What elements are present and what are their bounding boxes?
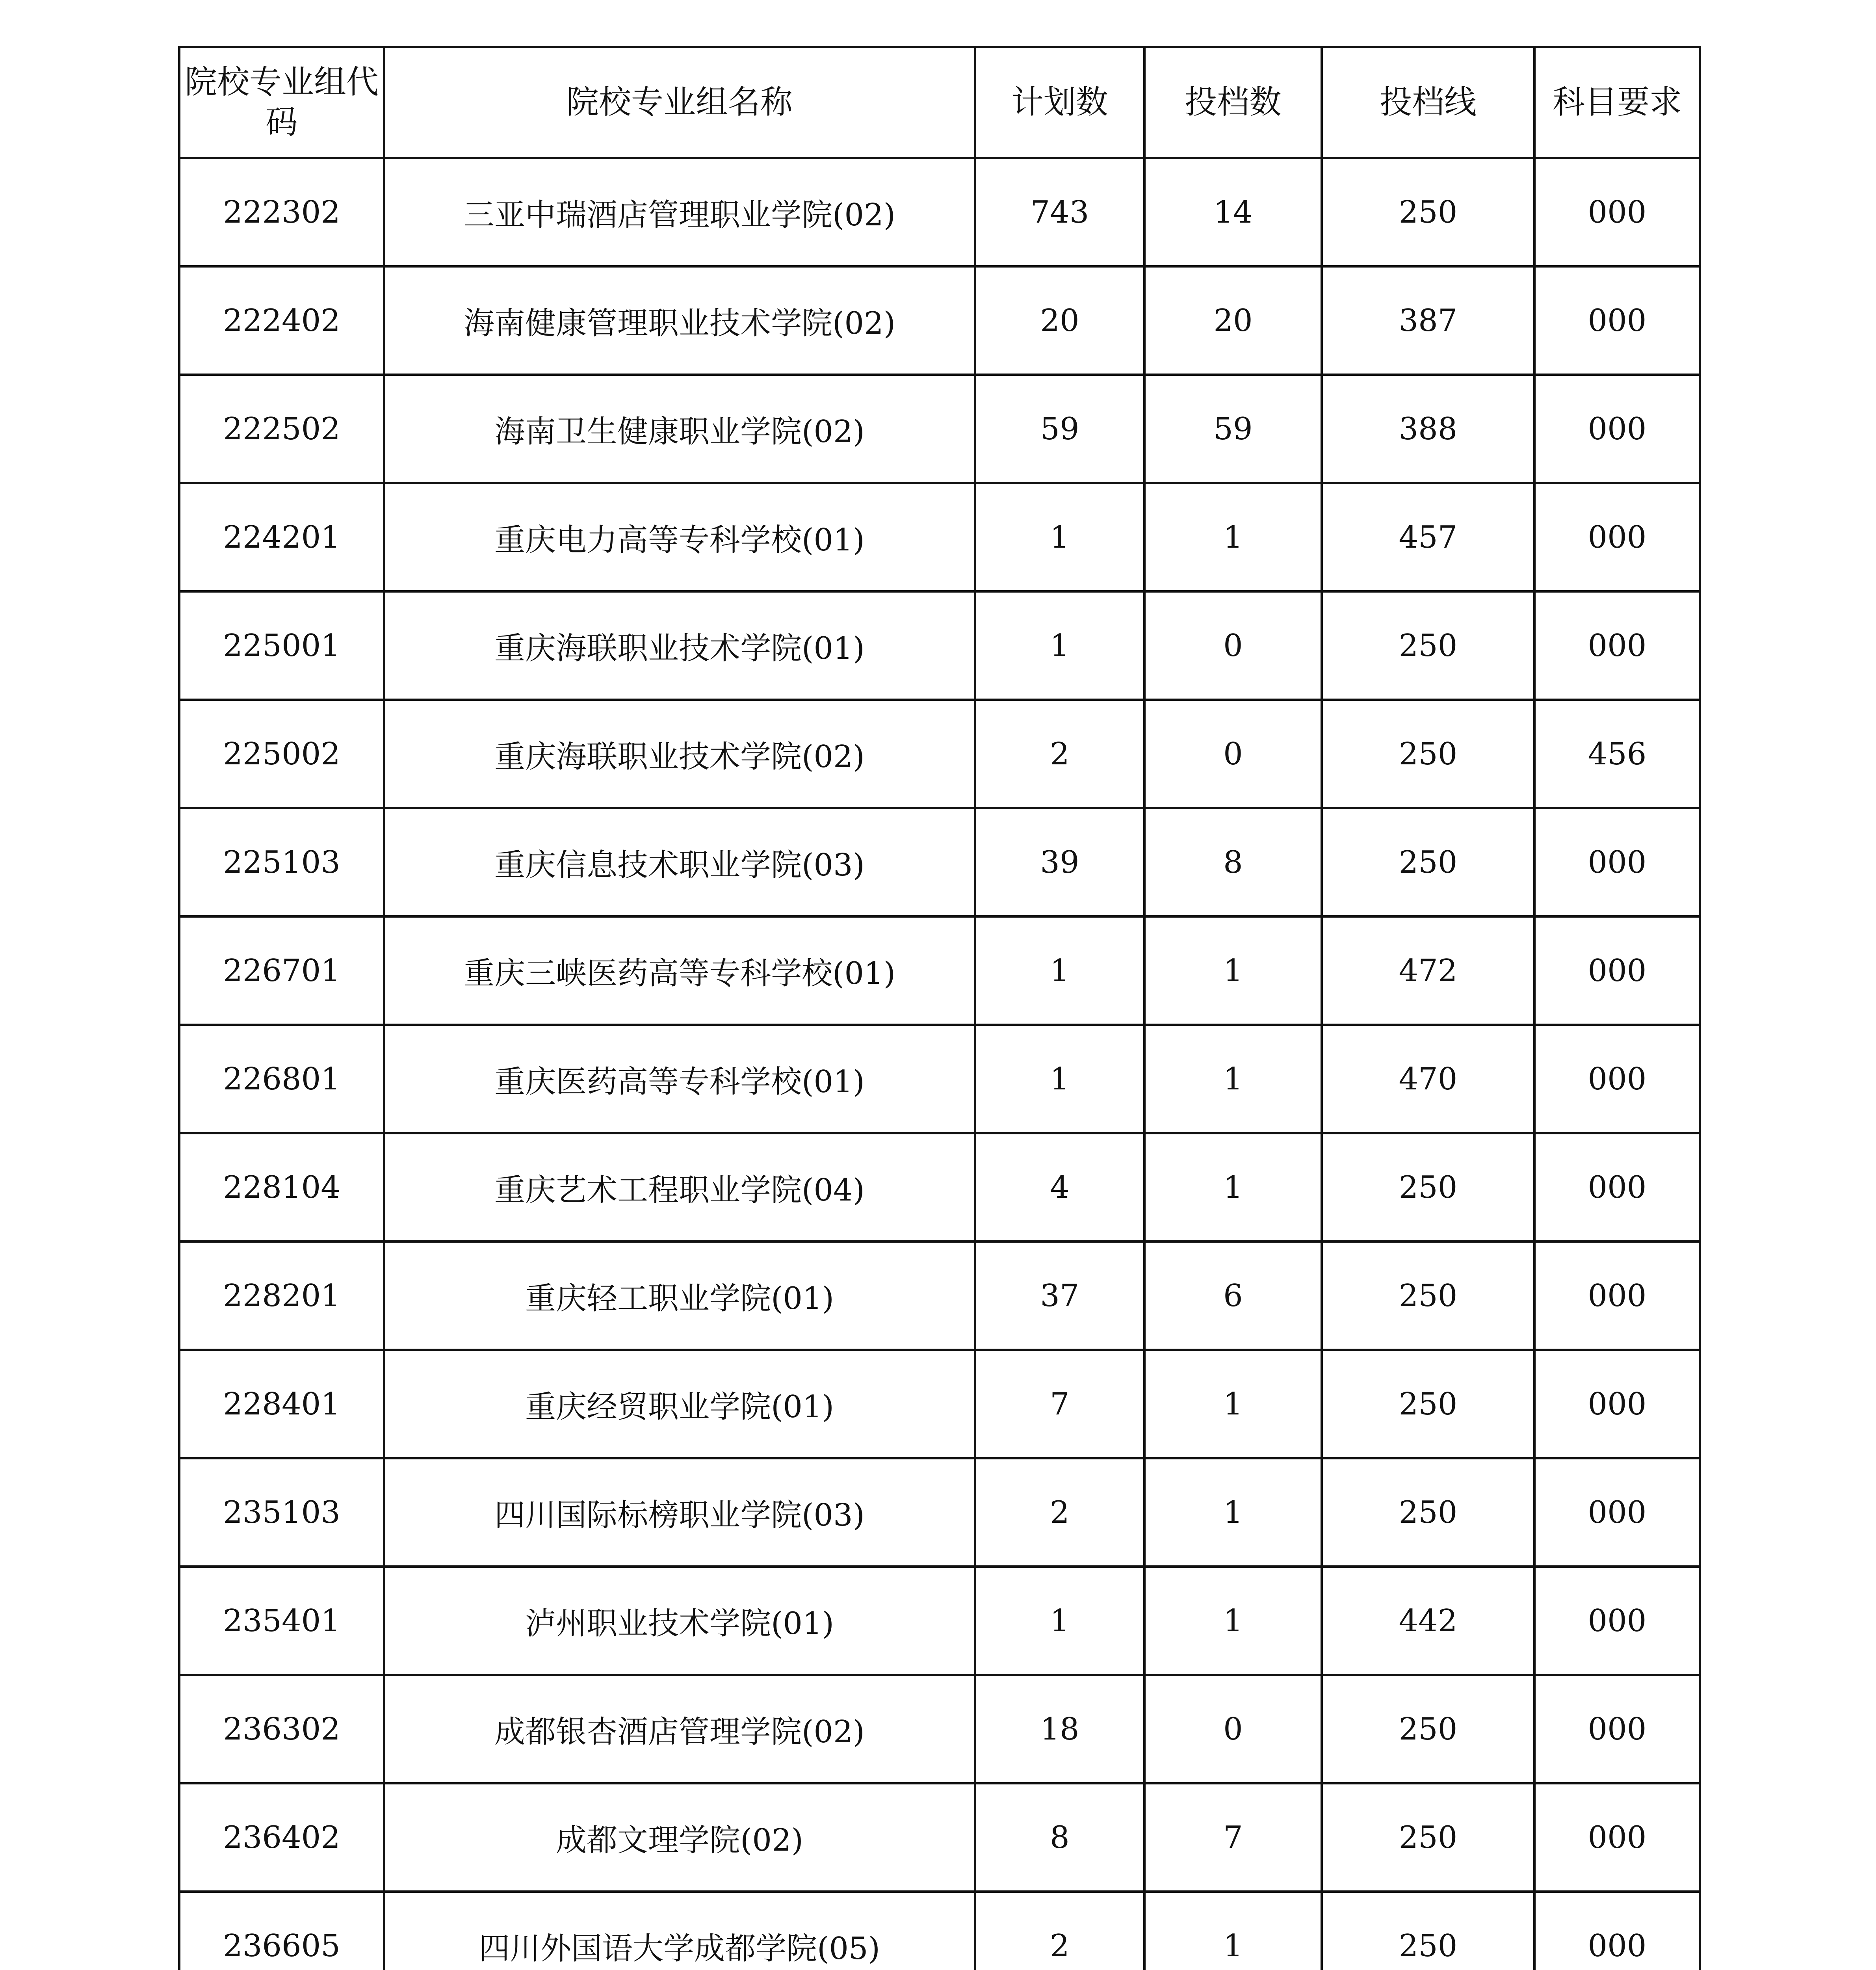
cell-name: 重庆信息技术职业学院(03): [384, 808, 975, 916]
table-row: [179, 1892, 1700, 1970]
cell-filed: 7: [1144, 1783, 1322, 1892]
cell-name: 重庆医药高等专科学校(01): [384, 1025, 975, 1133]
cell-line: 250: [1322, 1350, 1534, 1458]
table-row: [179, 700, 1700, 808]
cell-filed: 0: [1144, 1675, 1322, 1783]
header-code: 院校专业组代码: [179, 47, 384, 158]
cell-code: 222302: [179, 158, 384, 266]
cell-requirement: 000: [1534, 483, 1700, 591]
cell-line: 472: [1322, 916, 1534, 1025]
table-row: [179, 808, 1700, 916]
cell-filed: 1: [1144, 916, 1322, 1025]
table-row: [179, 483, 1700, 591]
cell-requirement: 000: [1534, 1567, 1700, 1675]
cell-name: 重庆三峡医药高等专科学校(01): [384, 916, 975, 1025]
cell-line: 250: [1322, 1783, 1534, 1892]
cell-filed: 1: [1144, 483, 1322, 591]
cell-line: 250: [1322, 1892, 1534, 1970]
cell-plan: 4: [975, 1133, 1144, 1241]
cell-requirement: 000: [1534, 1458, 1700, 1567]
cell-filed: 20: [1144, 266, 1322, 375]
cell-name: 重庆艺术工程职业学院(04): [384, 1133, 975, 1241]
cell-plan: 2: [975, 700, 1144, 808]
cell-requirement: 456: [1534, 700, 1700, 808]
cell-plan: 8: [975, 1783, 1144, 1892]
cell-filed: 1: [1144, 1025, 1322, 1133]
cell-code: 222502: [179, 375, 384, 483]
cell-plan: 18: [975, 1675, 1144, 1783]
table-header: [179, 47, 1700, 158]
cell-code: 224201: [179, 483, 384, 591]
cell-requirement: 000: [1534, 808, 1700, 916]
cell-requirement: 000: [1534, 1675, 1700, 1783]
cell-requirement: 000: [1534, 375, 1700, 483]
cell-plan: 1: [975, 1567, 1144, 1675]
cell-plan: 1: [975, 591, 1144, 700]
cell-code: 236402: [179, 1783, 384, 1892]
cell-name: 海南卫生健康职业学院(02): [384, 375, 975, 483]
cell-line: 250: [1322, 1675, 1534, 1783]
cell-requirement: 000: [1534, 266, 1700, 375]
cell-plan: 1: [975, 916, 1144, 1025]
cell-requirement: 000: [1534, 1892, 1700, 1970]
admission-table: [178, 46, 1701, 1970]
cell-line: 387: [1322, 266, 1534, 375]
table-row: [179, 1025, 1700, 1133]
table-body: [179, 158, 1700, 1970]
cell-requirement: 000: [1534, 1783, 1700, 1892]
cell-plan: 59: [975, 375, 1144, 483]
table-row: [179, 1458, 1700, 1567]
cell-name: 成都文理学院(02): [384, 1783, 975, 1892]
table-row: [179, 1350, 1700, 1458]
cell-plan: 2: [975, 1458, 1144, 1567]
table-row: [179, 375, 1700, 483]
cell-plan: 20: [975, 266, 1144, 375]
header-name: 院校专业组名称: [384, 47, 975, 158]
table-row: [179, 591, 1700, 700]
cell-name: 重庆经贸职业学院(01): [384, 1350, 975, 1458]
cell-filed: 1: [1144, 1892, 1322, 1970]
cell-code: 236302: [179, 1675, 384, 1783]
cell-plan: 1: [975, 1025, 1144, 1133]
cell-code: 235103: [179, 1458, 384, 1567]
header-row: [179, 47, 1700, 158]
cell-requirement: 000: [1534, 1025, 1700, 1133]
header-filed: 投档数: [1144, 47, 1322, 158]
cell-plan: 2: [975, 1892, 1144, 1970]
cell-requirement: 000: [1534, 591, 1700, 700]
table-row: [179, 1675, 1700, 1783]
cell-line: 250: [1322, 591, 1534, 700]
cell-code: 225103: [179, 808, 384, 916]
cell-filed: 0: [1144, 591, 1322, 700]
header-plan: 计划数: [975, 47, 1144, 158]
cell-filed: 59: [1144, 375, 1322, 483]
cell-filed: 14: [1144, 158, 1322, 266]
cell-name: 重庆轻工职业学院(01): [384, 1241, 975, 1350]
cell-plan: 743: [975, 158, 1144, 266]
cell-filed: 1: [1144, 1133, 1322, 1241]
cell-filed: 8: [1144, 808, 1322, 916]
cell-name: 重庆海联职业技术学院(02): [384, 700, 975, 808]
cell-name: 泸州职业技术学院(01): [384, 1567, 975, 1675]
table-row: [179, 916, 1700, 1025]
cell-code: 225002: [179, 700, 384, 808]
table-row: [179, 1567, 1700, 1675]
cell-code: 225001: [179, 591, 384, 700]
table-row: [179, 266, 1700, 375]
cell-code: 228401: [179, 1350, 384, 1458]
cell-line: 250: [1322, 808, 1534, 916]
cell-requirement: 000: [1534, 1133, 1700, 1241]
cell-line: 250: [1322, 1241, 1534, 1350]
cell-requirement: 000: [1534, 1241, 1700, 1350]
header-line: 投档线: [1322, 47, 1534, 158]
cell-name: 三亚中瑞酒店管理职业学院(02): [384, 158, 975, 266]
cell-name: 重庆海联职业技术学院(01): [384, 591, 975, 700]
cell-line: 250: [1322, 1458, 1534, 1567]
cell-requirement: 000: [1534, 1350, 1700, 1458]
cell-line: 250: [1322, 700, 1534, 808]
cell-line: 388: [1322, 375, 1534, 483]
cell-plan: 37: [975, 1241, 1144, 1350]
cell-code: 228104: [179, 1133, 384, 1241]
cell-plan: 1: [975, 483, 1144, 591]
cell-line: 470: [1322, 1025, 1534, 1133]
cell-name: 成都银杏酒店管理学院(02): [384, 1675, 975, 1783]
cell-name: 重庆电力高等专科学校(01): [384, 483, 975, 591]
cell-code: 226801: [179, 1025, 384, 1133]
cell-filed: 1: [1144, 1350, 1322, 1458]
cell-code: 236605: [179, 1892, 384, 1970]
cell-requirement: 000: [1534, 916, 1700, 1025]
cell-code: 222402: [179, 266, 384, 375]
cell-filed: 6: [1144, 1241, 1322, 1350]
cell-name: 四川外国语大学成都学院(05): [384, 1892, 975, 1970]
cell-name: 四川国际标榜职业学院(03): [384, 1458, 975, 1567]
header-requirement: 科目要求: [1534, 47, 1700, 158]
cell-code: 235401: [179, 1567, 384, 1675]
cell-filed: 1: [1144, 1567, 1322, 1675]
cell-line: 457: [1322, 483, 1534, 591]
cell-filed: 0: [1144, 700, 1322, 808]
table-row: [179, 1133, 1700, 1241]
cell-filed: 1: [1144, 1458, 1322, 1567]
table-row: [179, 1241, 1700, 1350]
cell-name: 海南健康管理职业技术学院(02): [384, 266, 975, 375]
cell-requirement: 000: [1534, 158, 1700, 266]
cell-code: 228201: [179, 1241, 384, 1350]
table-row: [179, 1783, 1700, 1892]
cell-line: 250: [1322, 1133, 1534, 1241]
cell-plan: 7: [975, 1350, 1144, 1458]
cell-line: 250: [1322, 158, 1534, 266]
cell-plan: 39: [975, 808, 1144, 916]
table-row: [179, 158, 1700, 266]
cell-line: 442: [1322, 1567, 1534, 1675]
cell-code: 226701: [179, 916, 384, 1025]
